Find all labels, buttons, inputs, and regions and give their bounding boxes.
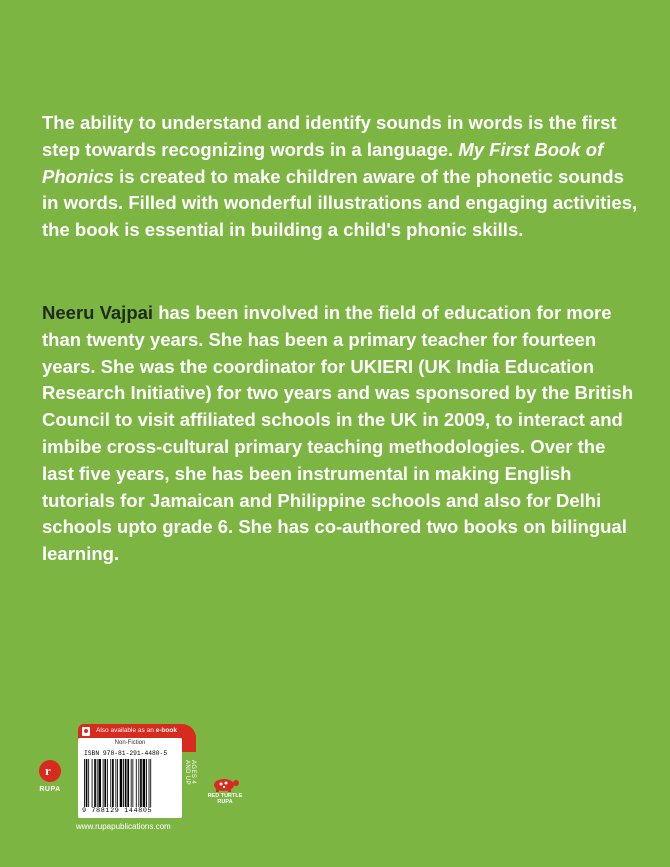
imprint-name: RED TURTLE [207, 793, 243, 799]
rupa-logo [37, 760, 63, 793]
book-title: My First Book of Phonics [42, 138, 604, 187]
isbn-text: ISBN 978-81-291-4480-5 [84, 750, 168, 757]
book-blurb [42, 110, 642, 244]
author-name: Neeru Vajpai [42, 302, 154, 323]
rupa-logo-label: RUPA [39, 786, 61, 793]
imprint-publisher: RUPA [217, 799, 233, 805]
ean-text: 9 788129 144805 [82, 807, 153, 815]
barcode-panel [78, 738, 182, 818]
rupa-logo-icon: r [39, 760, 61, 782]
author-bio [42, 300, 642, 568]
ebook-text: Also available as an e-book [96, 727, 177, 734]
blurb-text-start: The ability to understand and identify sounds in words is the first step towards recognizing words in a language. [42, 112, 617, 160]
bio-text: has been involved in the field of education for more than twenty years. She has been a primary teacher for fourteen years. She was the coordinator for UKIERI (UK India Education Research Initiative) for two years and was sponsored by the British Council to visit affiliated schools in the UK in 2009, to interact and imbibe cross-cultural primary teaching methodologies. Over the last five years, she has been instrumental in making English tutorials for Jamaican and Philippine schools and also for Delhi schools upto grade 6. She has co-authored two books on bilingual learning. [42, 302, 634, 565]
red-turtle-logo [202, 776, 248, 805]
turtle-icon [210, 776, 240, 792]
blurb-text-end: is created to make children aware of the phonetic sounds in words. Filled with wonderful illustrations and engaging activities, the book is essential in building a child's phonic skills. [42, 165, 638, 241]
age-rating: AGES 4 AND UP [184, 760, 196, 786]
ebook-icon [82, 727, 90, 736]
publisher-website: www.rupapublications.com [76, 822, 171, 831]
category-label: Non-Fiction [114, 740, 146, 746]
barcode [84, 759, 176, 807]
